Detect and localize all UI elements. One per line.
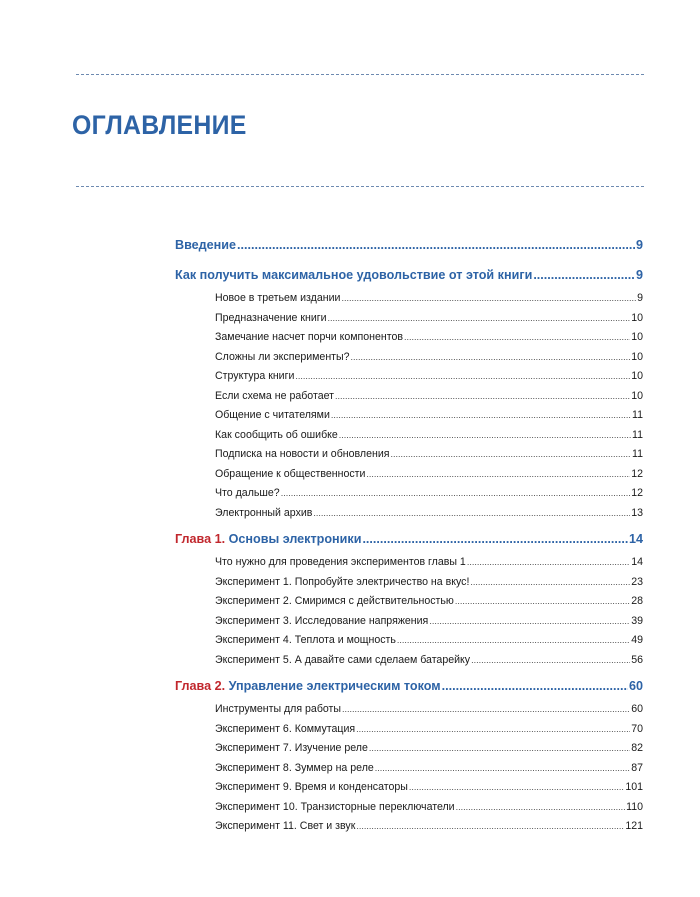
toc-subentry-label: Замечание насчет порчи компонентов <box>215 331 403 343</box>
toc-subentry-page: 49 <box>631 634 643 646</box>
page-title: ОГЛАВЛЕНИЕ <box>72 110 247 140</box>
toc-subentry-page: 87 <box>631 762 643 774</box>
dot-leader <box>237 238 635 252</box>
dot-leader <box>442 679 628 693</box>
toc-subentry[interactable] <box>215 468 643 480</box>
toc-entry-how[interactable] <box>175 268 643 282</box>
toc-subentry-label: Обращение к общественности <box>215 468 366 480</box>
toc-subentry[interactable] <box>215 370 643 382</box>
toc-subentry-page: 101 <box>625 781 643 793</box>
toc-subentry-page: 10 <box>631 312 643 324</box>
bottom-dashed-rule <box>76 186 644 187</box>
toc-subentry-label: Эксперимент 11. Свет и звук <box>215 820 356 832</box>
toc-subentry-page: 9 <box>637 292 643 304</box>
dot-leader <box>470 577 630 587</box>
dot-leader <box>409 782 624 792</box>
toc-subentry-page: 11 <box>632 429 643 441</box>
toc-subentry-label: Если схема не работает <box>215 390 334 402</box>
toc-subentry[interactable] <box>215 742 643 754</box>
toc-subentry[interactable] <box>215 292 643 304</box>
toc-subentry-label: Что нужно для проведения экспериментов главы 1 <box>215 556 466 568</box>
toc-subentry-label: Как сообщить об ошибке <box>215 429 338 441</box>
toc-subentry-page: 56 <box>631 654 643 666</box>
toc-subentry[interactable] <box>215 703 643 715</box>
toc-subentry[interactable] <box>215 634 643 646</box>
toc-subentry-label: Сложны ли эксперименты? <box>215 351 350 363</box>
dot-leader <box>328 313 631 323</box>
toc-subentry-page: 60 <box>631 703 643 715</box>
toc-subentry[interactable] <box>215 781 643 793</box>
toc-subentry[interactable] <box>215 507 643 519</box>
toc-subentry-page: 12 <box>631 487 643 499</box>
toc-subentry-page: 10 <box>631 351 643 363</box>
dot-leader <box>404 332 630 342</box>
toc-subentry-label: Эксперимент 2. Смиримся с действительностью <box>215 595 454 607</box>
toc-subentry[interactable] <box>215 409 643 421</box>
toc-subentry-label: Эксперимент 1. Попробуйте электричество на вкус! <box>215 576 470 588</box>
toc-subentry-label: Эксперимент 8. Зуммер на реле <box>215 762 374 774</box>
toc-subentry[interactable] <box>215 429 643 441</box>
toc-subentry-page: 10 <box>631 331 643 343</box>
toc-subentry-page: 23 <box>631 576 643 588</box>
toc-subentry[interactable] <box>215 487 643 499</box>
toc-subentry[interactable] <box>215 448 643 460</box>
toc-subentry-label: Что дальше? <box>215 487 280 499</box>
toc-subentry-label: Эксперимент 6. Коммутация <box>215 723 356 735</box>
toc-entry-chapter-2[interactable] <box>175 679 643 693</box>
toc-subentry[interactable] <box>215 801 643 813</box>
toc-entry-page: 14 <box>628 532 643 546</box>
dot-leader <box>397 635 630 645</box>
toc-subentry-page: 10 <box>631 390 643 402</box>
toc-subentry-label: Эксперимент 4. Теплота и мощность <box>215 634 396 646</box>
toc-subentry-page: 110 <box>626 801 643 813</box>
toc-subentry[interactable] <box>215 654 643 666</box>
dot-leader <box>339 430 631 440</box>
toc-subentry-label: Эксперимент 10. Транзисторные переключатели <box>215 801 455 813</box>
toc-subentry-label: Структура книги <box>215 370 295 382</box>
toc-subentry-page: 70 <box>631 723 643 735</box>
toc-subentry-label: Новое в третьем издании <box>215 292 341 304</box>
dot-leader <box>456 802 626 812</box>
toc-subentry[interactable] <box>215 556 643 568</box>
toc-subentry-page: 13 <box>631 507 643 519</box>
chapter-title: Управление электрическим током <box>228 679 441 693</box>
dot-leader <box>335 391 630 401</box>
toc-subentry-page: 121 <box>625 820 643 832</box>
toc-entry-intro[interactable] <box>175 238 643 252</box>
dot-leader <box>313 508 630 518</box>
toc-entry-label: Как получить максимальное удовольствие от этой книги <box>175 268 533 282</box>
dot-leader <box>369 743 630 753</box>
dot-leader <box>341 293 636 303</box>
dot-leader <box>295 371 630 381</box>
dot-leader <box>362 532 628 546</box>
toc-subentry-page: 28 <box>631 595 643 607</box>
dot-leader <box>533 268 635 282</box>
dot-leader <box>342 704 630 714</box>
toc-subentry-label: Общение с читателями <box>215 409 330 421</box>
toc-subentry[interactable] <box>215 576 643 588</box>
toc-subentry[interactable] <box>215 331 643 343</box>
toc-subentry-label: Инструменты для работы <box>215 703 342 715</box>
toc-subentry-page: 82 <box>631 742 643 754</box>
toc-subentry[interactable] <box>215 312 643 324</box>
dot-leader <box>366 469 630 479</box>
toc-entry-label: Введение <box>175 238 237 252</box>
toc-subentry-label: Эксперимент 9. Время и конденсаторы <box>215 781 408 793</box>
chapter-prefix: Глава 2. <box>175 679 226 693</box>
toc-subentry[interactable] <box>215 615 643 627</box>
chapter-title: Основы электроники <box>228 532 362 546</box>
toc-subentry-page: 39 <box>631 615 643 627</box>
dot-leader <box>429 616 630 626</box>
toc-subentry-page: 11 <box>632 448 643 460</box>
top-dashed-rule <box>76 74 644 75</box>
toc-subentry[interactable] <box>215 762 643 774</box>
dot-leader <box>331 410 631 420</box>
toc-subentry[interactable] <box>215 351 643 363</box>
toc-entry-page: 60 <box>628 679 643 693</box>
dot-leader <box>351 352 631 362</box>
toc-subentry[interactable] <box>215 723 643 735</box>
toc-subentry[interactable] <box>215 820 643 832</box>
toc-entry-chapter-1[interactable] <box>175 532 643 546</box>
dot-leader <box>467 557 630 567</box>
dot-leader <box>356 821 624 831</box>
toc-entry-page: 9 <box>635 268 643 282</box>
toc-subentry-label: Предназначение книги <box>215 312 327 324</box>
dot-leader <box>356 724 630 734</box>
toc-subentry-label: Электронный архив <box>215 507 313 519</box>
toc-subentry-label: Подписка на новости и обновления <box>215 448 390 460</box>
toc-subentry[interactable] <box>215 390 643 402</box>
dot-leader <box>390 449 631 459</box>
toc-subentry-page: 10 <box>631 370 643 382</box>
toc-entry-label <box>175 532 361 546</box>
chapter-prefix: Глава 1. <box>175 532 226 546</box>
toc-subentry-page: 11 <box>632 409 643 421</box>
dot-leader <box>375 763 630 773</box>
toc-subentry-label: Эксперимент 7. Изучение реле <box>215 742 368 754</box>
toc-entry-page: 9 <box>635 238 643 252</box>
dot-leader <box>455 596 630 606</box>
toc-subentry[interactable] <box>215 595 643 607</box>
toc-entry-label <box>175 679 441 693</box>
toc-subentry-label: Эксперимент 3. Исследование напряжения <box>215 615 429 627</box>
toc-subentry-label: Эксперимент 5. А давайте сами сделаем батарейку <box>215 654 471 666</box>
toc-subentry-page: 14 <box>631 556 643 568</box>
dot-leader <box>281 488 631 498</box>
toc-subentry-page: 12 <box>631 468 643 480</box>
dot-leader <box>471 655 630 665</box>
